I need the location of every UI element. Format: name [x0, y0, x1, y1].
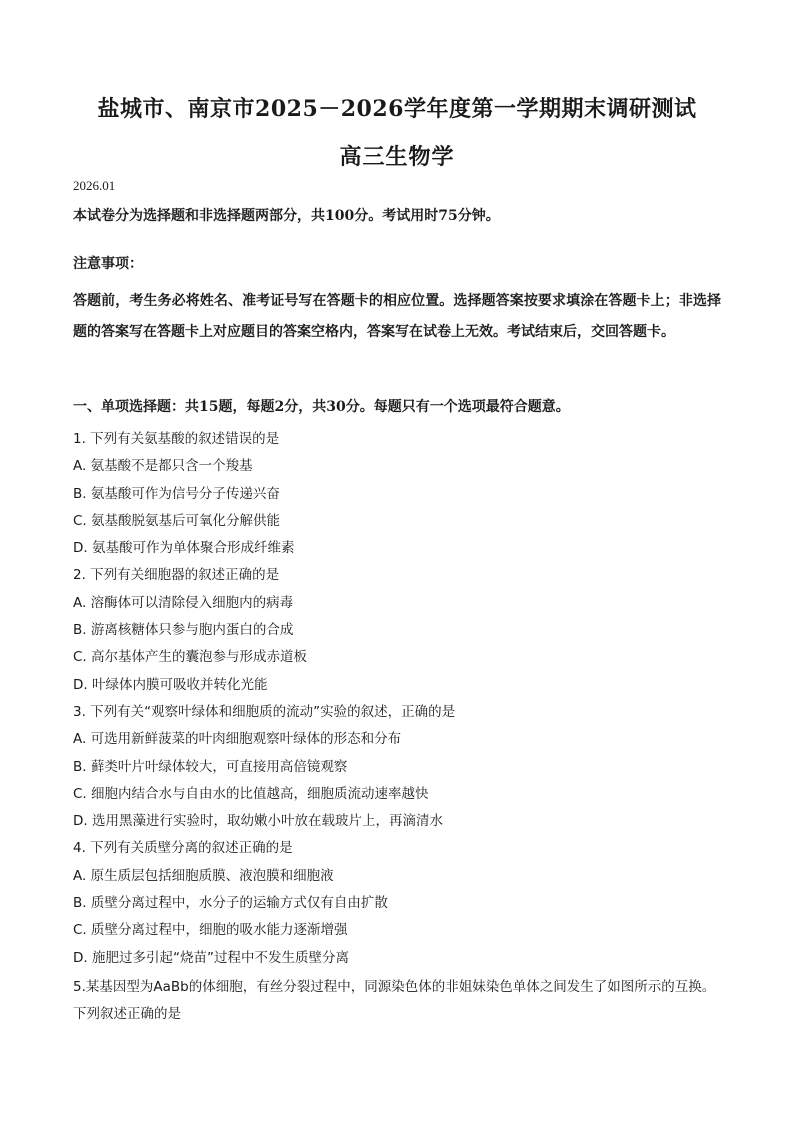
question-5: [73, 974, 723, 1028]
question-4: [73, 837, 723, 973]
question-3: [73, 701, 723, 837]
option-a: A. 氨基酸不是都只含一个羧基: [73, 458, 253, 475]
exam-title: 盐城市、南京市2025－2026学年度第一学期期末调研测试: [97, 96, 697, 122]
exam-intro: 本试卷分为选择题和非选择题两部分，共100分。考试用时75分钟。: [73, 208, 500, 224]
option-a: A. 溶酶体可以清除侵入细胞内的病毒: [73, 594, 294, 611]
option-d: D. 选用黑藻进行实验时，取幼嫩小叶放在载玻片上，再滴清水: [73, 813, 443, 830]
question-stem: 5.某基因型为AaBb的体细胞，有丝分裂过程中，同源染色体的非姐妹染色单体之间发生了如图所示的互换。下列叙述正确的是: [73, 978, 716, 1022]
question-list: [73, 428, 723, 1028]
question-stem: 2. 下列有关细胞器的叙述正确的是: [73, 567, 280, 584]
option-b: B. 氨基酸可作为信号分子传递兴奋: [73, 485, 280, 502]
option-b: B. 藓类叶片叶绿体较大，可直接用高倍镜观察: [73, 758, 348, 775]
option-c: C. 氨基酸脱氨基后可氧化分解供能: [73, 512, 281, 529]
question-stem: 3. 下列有关“观察叶绿体和细胞质的流动”实验的叙述，正确的是: [73, 703, 456, 720]
exam-subject: 高三生物学: [339, 144, 455, 170]
option-d: D. 施肥过多引起“烧苗”过程中不发生质壁分离: [73, 949, 349, 966]
exam-date: 2026.01: [73, 178, 116, 193]
option-b: B. 游离核糖体只参与胞内蛋白的合成: [73, 622, 294, 639]
option-b: B. 质壁分离过程中，水分子的运输方式仅有自由扩散: [73, 895, 388, 912]
option-c: C. 高尔基体产生的囊泡参与形成赤道板: [73, 649, 308, 666]
question-1: [73, 428, 723, 564]
option-c: C. 细胞内结合水与自由水的比值越高，细胞质流动速率越快: [73, 785, 429, 802]
option-a: A. 可选用新鲜菠菜的叶肉细胞观察叶绿体的形态和分布: [73, 731, 402, 748]
section-heading: 一、单项选择题：共15题，每题2分，共30分。每题只有一个选项最符合题意。: [73, 399, 570, 415]
option-d: D. 氨基酸可作为单体聚合形成纤维素: [73, 540, 295, 557]
question-stem: 4. 下列有关质壁分离的叙述正确的是: [73, 840, 293, 857]
option-c: C. 质壁分离过程中，细胞的吸水能力逐渐增强: [73, 922, 348, 939]
question-2: [73, 564, 723, 700]
notice-heading: 注意事项：: [73, 256, 143, 272]
question-stem: 1. 下列有关氨基酸的叙述错误的是: [73, 431, 280, 447]
notice-body: 答题前，考生务必将姓名、准考证号写在答题卡的相应位置。选择题答案按要求填涂在答题卡上；非选择题的答案写在答题卡上对应题目的答案空格内，答案写在试卷上无效。考试结束后，交回答题卡。: [73, 293, 721, 340]
option-d: D. 叶绿体内膜可吸收并转化光能: [73, 676, 268, 693]
option-a: A. 原生质层包括细胞质膜、液泡膜和细胞液: [73, 867, 334, 884]
